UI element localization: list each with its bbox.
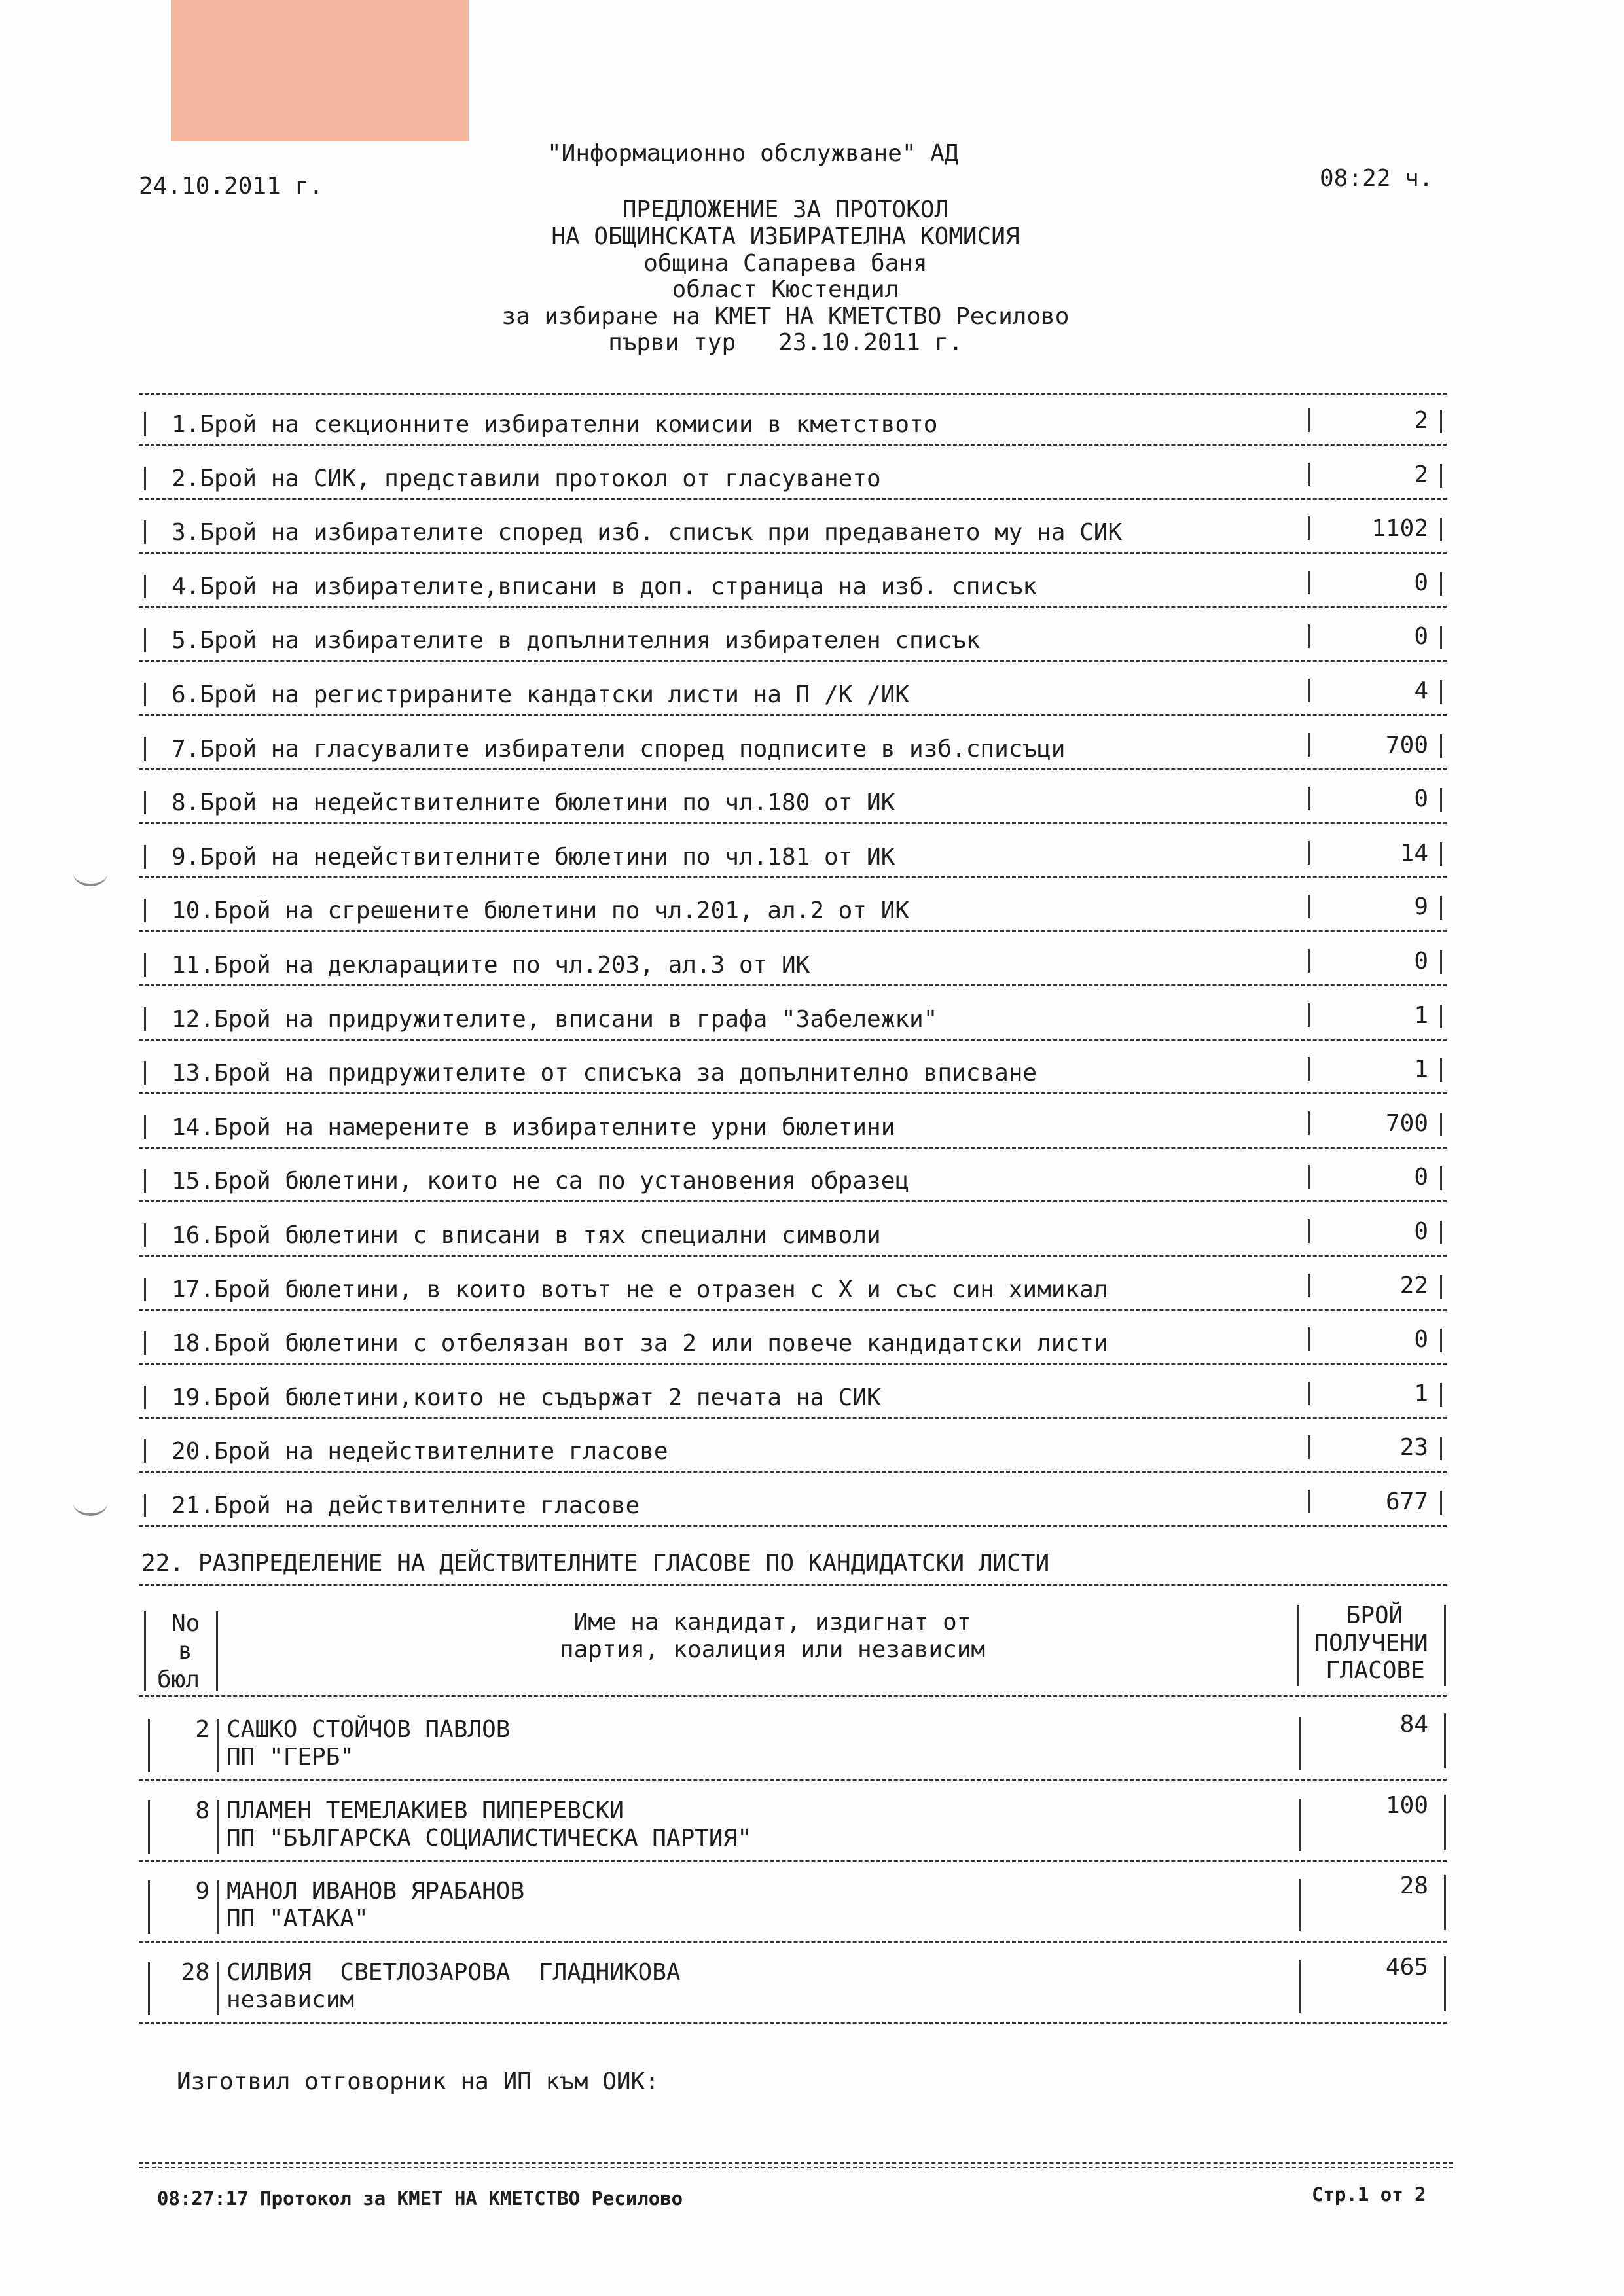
table-border <box>144 1278 146 1301</box>
divider <box>139 606 1447 608</box>
table-border <box>1308 1490 1310 1513</box>
table-border <box>1440 1383 1442 1407</box>
table-border <box>144 1061 146 1085</box>
table-border <box>1308 1219 1310 1243</box>
section-22-title: 22. РАЗПРЕДЕЛЕНИЕ НА ДЕЙСТВИТЕЛНИТЕ ГЛАСОВЕ ПО КАНДИДАТСКИ ЛИСТИ <box>141 1550 1050 1577</box>
report-date: 24.10.2011 г. <box>139 173 323 200</box>
table-border <box>1308 1165 1310 1189</box>
candidate-name: МАНОЛ ИВАНОВ ЯРАБАНОВ <box>226 1878 525 1905</box>
title-line: НА ОБЩИНСКАТА ИЗБИРАТЕЛНА КОМИСИЯ <box>551 223 1020 250</box>
divider <box>139 1039 1447 1041</box>
row-label: 3.Брой на избирателите според изб. списък при предаването му на СИК <box>171 519 1123 546</box>
table-border <box>144 412 146 436</box>
table-border <box>1440 518 1442 541</box>
row-value: 700 <box>1385 732 1428 759</box>
table-border <box>1308 408 1310 432</box>
row-value: 1102 <box>1371 515 1428 542</box>
row-label: 1.Брой на секционните избирателни комисии в кметството <box>171 411 938 438</box>
table-border <box>1444 1795 1446 1850</box>
col-name-header: партия, коалиция или независим <box>559 1636 986 1663</box>
candidate-name: СИЛВИЯ СВЕТЛОЗАРОВА ГЛАДНИКОВА <box>226 1959 681 1986</box>
punch-hole-mark <box>73 861 107 886</box>
divider <box>139 1092 1447 1094</box>
col-votes-header: БРОЙ <box>1346 1602 1403 1629</box>
candidate-name: САШКО СТОЙЧОВ ПАВЛОВ <box>226 1716 511 1743</box>
table-border <box>1308 1057 1310 1081</box>
table-border <box>1444 1956 1446 2011</box>
table-border <box>144 683 146 706</box>
divider <box>139 1147 1447 1149</box>
table-border <box>1440 1058 1442 1082</box>
footer-rule <box>139 2162 1453 2168</box>
table-border <box>1299 1960 1301 2013</box>
row-value: 9 <box>1414 893 1428 920</box>
prepared-by-label: Изготвил отговорник на ИП към ОИК: <box>177 2068 659 2095</box>
table-border <box>1308 895 1310 918</box>
row-value: 22 <box>1399 1272 1428 1299</box>
row-label: 9.Брой на недействителните бюлетини по чл.181 от ИК <box>171 844 895 870</box>
divider <box>139 1471 1447 1473</box>
divider <box>139 1417 1447 1419</box>
col-votes-header: ГЛАСОВЕ <box>1326 1657 1425 1684</box>
table-border <box>144 845 146 869</box>
table-border <box>1440 1329 1442 1352</box>
table-border <box>144 520 146 544</box>
row-label: 15.Брой бюлетини, които не са по установения образец <box>171 1168 910 1194</box>
divider <box>139 1941 1447 1943</box>
table-border <box>1308 1111 1310 1135</box>
table-border <box>144 953 146 977</box>
divider <box>139 1309 1447 1311</box>
table-border <box>1440 1113 1442 1136</box>
row-label: 12.Брой на придружителите, вписани в графа "Забележки" <box>171 1006 938 1033</box>
table-border <box>1308 624 1310 648</box>
table-border <box>1440 680 1442 704</box>
table-border <box>1308 516 1310 540</box>
table-border <box>1299 1799 1301 1851</box>
table-border <box>144 1386 146 1409</box>
table-border <box>1440 626 1442 649</box>
table-border <box>144 737 146 761</box>
col-no-header: бюл <box>157 1666 200 1693</box>
title-line: ПРЕДЛОЖЕНИЕ ЗА ПРОТОКОЛ <box>622 196 949 223</box>
divider <box>139 876 1447 878</box>
row-value: 700 <box>1385 1110 1428 1137</box>
table-border <box>1440 1491 1442 1515</box>
table-border <box>1440 734 1442 758</box>
row-label: 4.Брой на избирателите,вписани в доп. страница на изб. списък <box>171 573 1038 600</box>
punch-hole-mark <box>73 1491 107 1516</box>
row-label: 11.Брой на декларациите по чл.203, ал.3 от ИК <box>171 952 810 978</box>
table-border <box>144 1611 146 1691</box>
row-value: 1 <box>1414 1002 1428 1029</box>
divider <box>139 930 1447 932</box>
table-border <box>144 1494 146 1517</box>
divider <box>139 822 1447 824</box>
table-border <box>1440 1005 1442 1028</box>
table-border <box>1297 1605 1299 1686</box>
divider <box>139 1695 1447 1697</box>
table-border <box>144 1115 146 1139</box>
row-value: 0 <box>1414 569 1428 596</box>
table-border <box>1308 1435 1310 1459</box>
table-border <box>144 899 146 922</box>
table-border <box>217 1800 219 1854</box>
row-value: 0 <box>1414 785 1428 812</box>
table-border <box>1308 1327 1310 1351</box>
row-value: 2 <box>1414 461 1428 488</box>
company-name: "Информационно обслужване" АД <box>547 140 959 167</box>
table-border <box>1299 1717 1301 1770</box>
row-label: 5.Брой на избирателите в допълнителния избирателен списък <box>171 627 981 654</box>
table-border <box>1308 1274 1310 1297</box>
table-border <box>1444 1605 1446 1686</box>
table-border <box>1440 464 1442 488</box>
row-value: 0 <box>1414 1218 1428 1245</box>
divider <box>139 714 1447 716</box>
row-label: 7.Брой на гласувалите избиратели според подписите в изб.списъци <box>171 736 1066 762</box>
table-border <box>144 1007 146 1031</box>
table-border <box>217 1880 219 1934</box>
candidate-party: ПП "БЪЛГАРСКА СОЦИАЛИСТИЧЕСКА ПАРТИЯ" <box>226 1825 751 1852</box>
table-border <box>1440 842 1442 866</box>
row-value: 677 <box>1385 1488 1428 1515</box>
divider <box>139 1584 1447 1586</box>
table-border <box>144 1169 146 1193</box>
sticky-note <box>171 0 469 141</box>
row-label: 20.Брой на недействителните гласове <box>171 1438 668 1465</box>
table-border <box>1440 572 1442 596</box>
title-line: община Сапарева баня <box>643 250 928 277</box>
divider <box>139 444 1447 446</box>
table-border <box>1308 841 1310 865</box>
table-border <box>1440 1221 1442 1244</box>
title-line: област Кюстендил <box>672 276 899 303</box>
candidate-votes: 84 <box>1399 1711 1428 1738</box>
candidate-party: ПП "АТАКА" <box>226 1905 369 1932</box>
row-value: 2 <box>1414 407 1428 434</box>
footer-left: 08:27:17 Протокол за КМЕТ НА КМЕТСТВО Ресилово <box>157 2187 683 2210</box>
divider <box>139 984 1447 986</box>
col-votes-header: ПОЛУЧЕНИ <box>1314 1630 1428 1657</box>
row-label: 6.Брой на регистрираните кандатски листи на П /К /ИК <box>171 681 910 708</box>
table-border <box>1440 788 1442 812</box>
table-border <box>1440 896 1442 920</box>
divider <box>139 1525 1447 1527</box>
table-border <box>217 1719 219 1772</box>
title-line: първи тур 23.10.2011 г. <box>608 329 963 356</box>
table-border <box>1299 1879 1301 1931</box>
table-border <box>1444 1875 1446 1930</box>
row-label: 21.Брой на действителните гласове <box>171 1492 640 1519</box>
candidate-votes: 465 <box>1385 1954 1428 1981</box>
table-border <box>144 1439 146 1463</box>
table-border <box>216 1611 218 1691</box>
divider <box>139 768 1447 770</box>
table-border <box>144 575 146 598</box>
candidate-votes: 28 <box>1399 1873 1428 1899</box>
row-value: 0 <box>1414 1164 1428 1191</box>
table-border <box>144 791 146 814</box>
table-border <box>144 1223 146 1247</box>
divider <box>139 1255 1447 1257</box>
row-value: 14 <box>1399 840 1428 867</box>
candidate-votes: 100 <box>1385 1792 1428 1819</box>
divider <box>139 552 1447 554</box>
candidate-party: независим <box>226 1986 355 2013</box>
row-label: 18.Брой бюлетини с отбелязан вот за 2 или повече кандидатски листи <box>171 1330 1108 1357</box>
row-label: 10.Брой на сгрешените бюлетини по чл.201, ал.2 от ИК <box>171 897 910 924</box>
table-border <box>1308 463 1310 486</box>
row-label: 8.Брой на недействителните бюлетини по чл.180 от ИК <box>171 789 895 816</box>
divider <box>139 660 1447 662</box>
divider <box>139 1860 1447 1862</box>
divider <box>139 1363 1447 1365</box>
col-name-header: Име на кандидат, издигнат от <box>573 1609 971 1636</box>
row-label: 19.Брой бюлетини,които не съдържат 2 печата на СИК <box>171 1384 881 1411</box>
table-border <box>1440 1275 1442 1299</box>
table-border <box>1308 787 1310 810</box>
page-number: Стр.1 от 2 <box>1312 2183 1426 2206</box>
row-label: 2.Брой на СИК, представили протокол от гласуването <box>171 465 881 492</box>
divider <box>139 1200 1447 1202</box>
row-label: 17.Брой бюлетини, в които вотът не е отразен с Х и със син химикал <box>171 1276 1108 1303</box>
ballot-number: 8 <box>195 1797 209 1824</box>
table-border <box>144 628 146 652</box>
divider <box>139 1779 1447 1781</box>
table-border <box>1440 410 1442 433</box>
row-value: 1 <box>1414 1380 1428 1407</box>
ballot-number: 9 <box>195 1878 209 1905</box>
table-border <box>1440 1437 1442 1460</box>
row-value: 0 <box>1414 948 1428 975</box>
divider <box>139 498 1447 500</box>
table-border <box>1308 571 1310 594</box>
table-border <box>1440 950 1442 974</box>
candidate-name: ПЛАМЕН ТЕМЕЛАКИЕВ ПИПЕРЕВСКИ <box>226 1797 624 1824</box>
table-border <box>1308 1003 1310 1027</box>
col-no-header: No <box>171 1610 200 1637</box>
row-value: 23 <box>1399 1434 1428 1461</box>
table-border <box>144 1331 146 1355</box>
table-border <box>1308 733 1310 757</box>
divider <box>139 2022 1447 2024</box>
row-value: 0 <box>1414 623 1428 650</box>
table-border <box>1440 1166 1442 1190</box>
table-border <box>1308 679 1310 702</box>
ballot-number: 28 <box>181 1959 209 1986</box>
title-line: за избиране на КМЕТ НА КМЕТСТВО Ресилово <box>501 303 1070 330</box>
row-value: 0 <box>1414 1326 1428 1353</box>
row-value: 1 <box>1414 1056 1428 1083</box>
table-border <box>1308 949 1310 973</box>
row-label: 13.Брой на придружителите от списъка за допълнително вписване <box>171 1060 1038 1086</box>
ballot-number: 2 <box>195 1716 209 1743</box>
table-border <box>1308 1382 1310 1405</box>
table-border <box>217 1962 219 2015</box>
divider <box>139 393 1447 395</box>
table-border <box>144 467 146 490</box>
report-time: 08:22 ч. <box>1320 165 1434 192</box>
row-label: 16.Брой бюлетини с вписани в тях специални символи <box>171 1222 881 1249</box>
col-no-header: в <box>178 1638 192 1664</box>
row-label: 14.Брой на намерените в избирателните урни бюлетини <box>171 1114 895 1141</box>
row-value: 4 <box>1414 677 1428 704</box>
table-border <box>1444 1713 1446 1768</box>
candidate-party: ПП "ГЕРБ" <box>226 1744 355 1770</box>
